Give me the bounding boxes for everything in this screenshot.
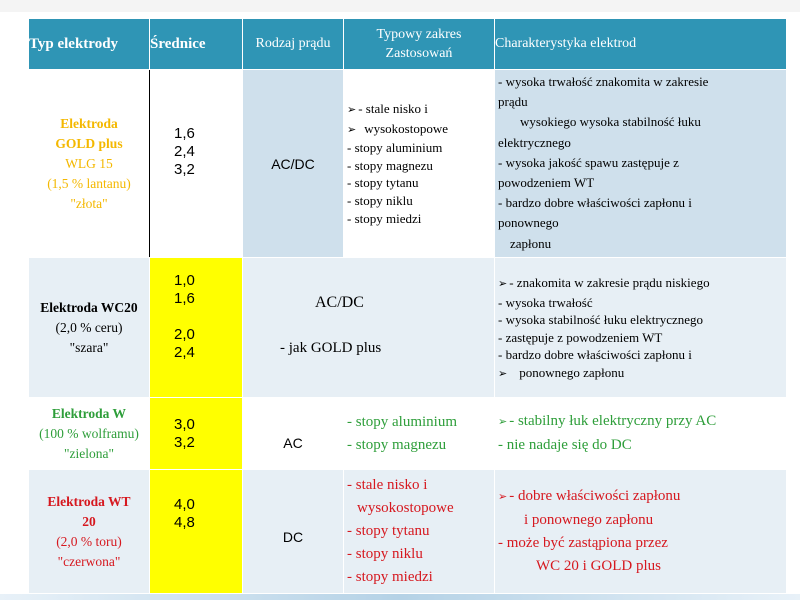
arrow-bullet-icon: ➢ [498,491,508,503]
electrode-name-gold [29,70,150,258]
diameter-value: 1,6 [174,125,195,142]
name-line: "szara" [69,339,109,355]
char-line: - wysoka trwałość znakomita w zakresie [498,74,709,89]
arrow-bullet-icon: ➢ [347,123,357,136]
name-line: Elektroda WC20 [40,299,138,315]
diameter-value: 1,0 [174,272,195,289]
header-current: Rodzaj prądu [243,19,344,70]
name-line: (2,0 % toru) [56,533,122,549]
app-line: - stopy niklu [347,546,423,562]
diameter-value: 3,2 [174,433,195,451]
char-line: - wysoka stabilność łuku elektrycznego [498,312,704,328]
applications-wc20: - jak GOLD plus [280,340,382,356]
characteristics-gold [495,70,787,258]
arrow-bullet-icon: ➢ [498,278,508,290]
current-applications-wc20 [243,258,495,398]
app-line: - stopy aluminium [347,413,457,430]
applications-gold [344,70,495,258]
char-line: ➢ ponownego zapłonu [498,364,625,380]
diameters-wt20 [150,470,243,594]
header-row [29,19,787,70]
current-w: AC [243,398,344,470]
app-line: ➢ wysokostopowe [347,120,448,136]
diameter-value: 2,0 [174,326,195,343]
header-range-line1: Typowy zakres [376,27,462,42]
app-line: - stopy magnezu [347,436,447,453]
table-row-wc20 [29,258,787,398]
electrode-table [28,18,787,594]
slide-bottom-band [0,594,800,600]
diameter-value: 4,8 [174,514,195,531]
app-line: - stopy tytanu [347,523,430,539]
char-line: - wysoka jakość spawu zastępuje z [498,154,679,170]
diameters-wc20 [150,258,243,398]
char-line: powodzeniem WT [498,175,595,191]
arrow-bullet-icon: ➢ [347,104,357,116]
name-line: Elektroda W [51,405,127,421]
char-line: zapłonu [510,235,552,251]
name-line: "złota" [70,195,108,211]
current-wc20: AC/DC [315,294,364,311]
diameter-value: 2,4 [174,344,195,361]
name-line: GOLD plus [55,135,123,151]
char-line: - bardzo dobre właściwości zapłonu i [498,195,692,211]
name-line: WLG 15 [65,155,113,171]
char-line: ➢ - znakomita w zakresie prądu niskiego [498,275,710,290]
diameter-value: 1,6 [174,290,195,307]
app-line: ➢ - stale nisko i [347,101,428,116]
app-line: - stopy miedzi [347,210,422,226]
arrow-bullet-icon: ➢ [498,367,508,380]
name-line: "zielona" [64,445,114,461]
app-line: - stopy miedzi [347,569,433,585]
header-diameter: Średnice [150,19,243,70]
slide-top-band [0,0,800,12]
characteristics-wc20 [495,258,787,398]
app-line: - stopy aluminium [347,140,443,156]
app-line: - stale nisko i [347,477,428,493]
applications-w [344,398,495,470]
name-line: 20 [82,513,96,529]
characteristics-wt20 [495,470,787,594]
char-line: elektrycznego [498,134,571,150]
diameters-gold [150,70,243,258]
electrode-name-w [29,398,150,470]
char-line: wysokiego wysoka stabilność łuku [520,114,701,130]
diameter-value: 4,0 [174,496,195,513]
char-line: ➢ - dobre właściwości zapłonu [498,488,681,504]
app-line: - stopy niklu [347,192,413,208]
app-line: - stopy magnezu [347,157,433,173]
electrode-name-wc20 [29,258,150,398]
name-line: "czerwona" [57,553,121,569]
header-characteristics: Charakterystyka elektrod [495,19,787,70]
char-line: i ponownego zapłonu [524,512,654,528]
char-line: ➢ - stabilny łuk elektryczny przy AC [498,413,717,429]
arrow-bullet-icon: ➢ [498,416,508,428]
app-line: wysokostopowe [357,500,454,516]
char-line: WC 20 i GOLD plus [536,558,661,574]
diameter-value: 3,2 [174,161,195,178]
diameters-w [150,398,243,470]
current-gold: AC/DC [243,70,344,258]
characteristics-w [495,398,787,470]
char-line: - zastępuje z powodzeniem WT [498,329,663,345]
name-line: (100 % wolframu) [39,425,139,441]
current-wt20: DC [243,470,344,594]
char-line: - bardzo dobre właściwości zapłonu i [498,347,692,363]
electrode-name-wt20 [29,470,150,594]
char-line: ponownego [498,215,559,231]
char-line: prądu [498,94,528,110]
diameter-value [174,308,242,326]
name-line: (1,5 % lantanu) [47,175,131,191]
table-row-wt20 [29,470,787,594]
table-row-gold [29,70,787,258]
char-line: - może być zastąpiona przez [498,535,668,551]
diameter-value: 2,4 [174,143,195,160]
name-line: Elektroda [60,115,118,131]
char-line: - nie nadaje się do DC [498,437,632,453]
app-line: - stopy tytanu [347,175,419,191]
char-line: - wysoka trwałość [498,294,593,310]
header-type: Typ elektrody [29,19,150,70]
diameter-value: 3,0 [174,415,195,433]
header-range [344,19,495,70]
name-line: (2,0 % ceru) [55,319,123,335]
applications-wt20 [344,470,495,594]
table-row-w [29,398,787,470]
header-range-line2: Zastosowań [385,46,453,61]
name-line: Elektroda WT [47,493,131,509]
